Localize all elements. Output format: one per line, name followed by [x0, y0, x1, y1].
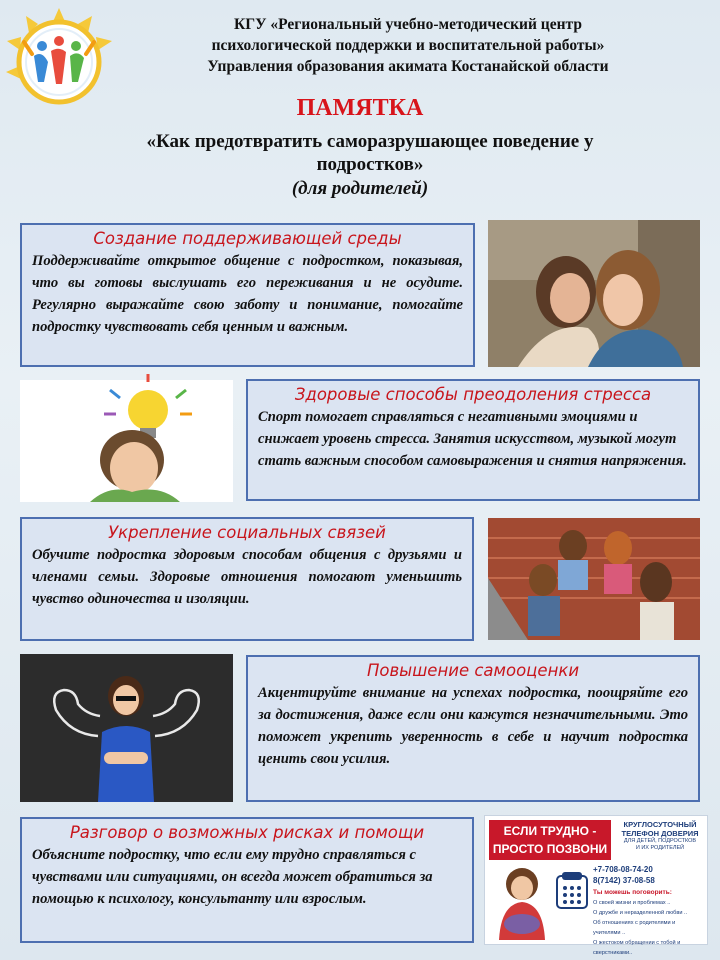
hotline-topic-2: О дружбе и неразделенной любви .. [593, 910, 688, 916]
section-stress-coping [246, 379, 700, 501]
hotline-headline-2: ПРОСТО ПОЗВОНИ [492, 842, 608, 856]
section-text: Спорт помогает справляться с негативными эмоциями и снижает уровень стресса. Занятия искусством, музыкой могут стать важным способом самовыражения и снятия напряжения. [258, 409, 687, 469]
section-supportive-environment [20, 223, 475, 367]
memo-audience: (для родителей) [291, 178, 429, 199]
organization-header [128, 14, 688, 77]
section-text: Поддерживайте открытое общение с подростком, показывая, что вы готовы выслушать его переживания и не осудите. Регулярно выражайте свою заботу и понимание, помогайте подростку чувствовать себя ценным и важным. [32, 253, 463, 335]
hotline-service-3: ДЛЯ ДЕТЕЙ, ПОДРОСТКОВ [623, 838, 697, 844]
hotline-talk-prompt: Ты можешь поговорить: [593, 889, 672, 896]
hotline-headline [489, 820, 611, 860]
hotline-phones [593, 864, 703, 886]
hotline-service [615, 820, 705, 852]
hotline-headline-1: ЕСЛИ ТРУДНО - [503, 824, 597, 838]
section-social-connections [20, 517, 474, 641]
hotline-topic-1: О своей жизни и проблемах .. [593, 900, 671, 906]
hotline-topic-3: Об отношениях с родителями и учителями .. [593, 920, 676, 936]
memo-subtitle [100, 130, 640, 176]
section-self-esteem [246, 655, 700, 802]
hotline-topic-4: О жестоком обращении с тобой и сверстниками.. [593, 940, 681, 956]
memo-subtitle-line-1: «Как предотвратить саморазрушающее поведение у [146, 131, 594, 152]
hotline-phone-1: +7-708-08-74-20 [593, 865, 653, 874]
section-text: Акцентируйте внимание на успехах подростка, поощряйте его за достижения, даже если они кажутся незначительными. Это поможет укрепить уверенность в себе и научит подростка ценить свои усилия. [258, 685, 688, 767]
lightbulb-teen-photo [20, 380, 233, 502]
section-title: Разговор о возможных рисках и помощи [69, 823, 425, 842]
mother-daughter-photo [488, 220, 700, 367]
section-risks-and-help [20, 817, 474, 943]
section-text: Объясните подростку, что если ему трудно справляться с чувствами или ситуациями, он всегда может обратиться за помощью к психологу, консультанту или взрослым. [32, 847, 433, 907]
hotline-topics [593, 888, 703, 958]
org-line-1: КГУ «Региональный учебно-методический центр [234, 16, 582, 33]
sad-child-illustration [493, 864, 551, 940]
hotline-phone-2: 8(7142) 37-08-58 [593, 876, 655, 885]
section-text: Обучите подростка здоровым способам общения с друзьями и членами семьи. Здоровые отношения помогают уменьшить чувство одиночества и изоляции. [32, 547, 462, 607]
org-line-2: психологической поддержки и воспитательной работы» [211, 37, 605, 54]
phone-icon [555, 870, 589, 910]
hotline-service-1: КРУГЛОСУТОЧНЫЙ [623, 820, 697, 829]
org-line-3: Управления образования акимата Костанайской области [207, 58, 609, 75]
strong-girl-chalkboard-photo [20, 654, 233, 802]
hotline-service-4: И ИХ РОДИТЕЛЕЙ [635, 845, 685, 851]
hotline-service-2: ТЕЛЕФОН ДОВЕРИЯ [621, 829, 699, 838]
hotline-poster [484, 815, 708, 956]
section-title: Укрепление социальных связей [108, 523, 386, 542]
section-title: Создание поддерживающей среды [93, 229, 402, 248]
section-title: Здоровые способы преодоления стресса [294, 385, 652, 404]
section-title: Повышение самооценки [366, 661, 580, 680]
memo-subtitle-line-2: подростков» [316, 154, 424, 175]
teens-group-photo [488, 518, 700, 640]
memo-title: ПАМЯТКА [296, 95, 424, 121]
